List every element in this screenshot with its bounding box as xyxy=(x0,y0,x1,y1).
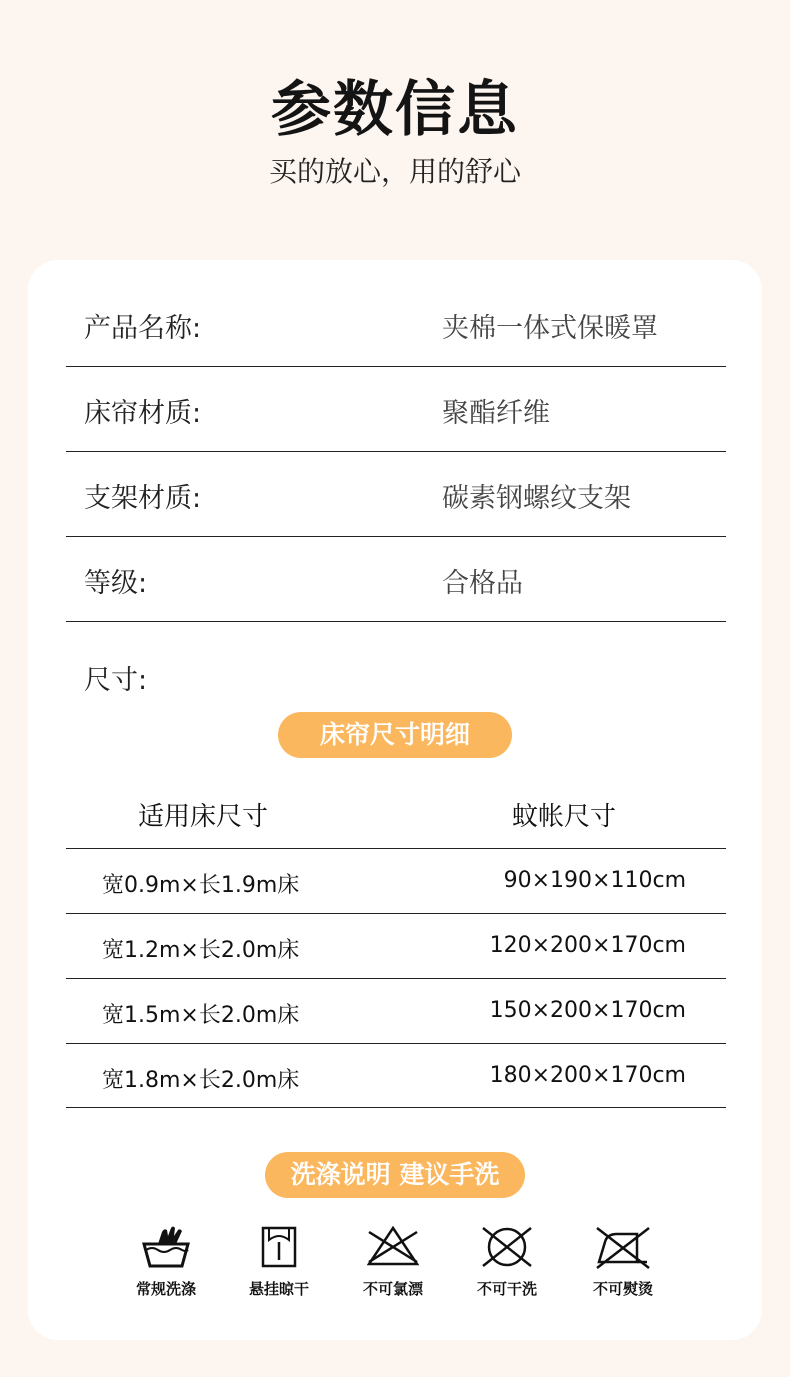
table-header-bed-size: 适用床尺寸 xyxy=(138,802,269,832)
no-bleach-icon xyxy=(338,1222,448,1272)
bed-size-cell: 宽0.9m×长1.9m床 xyxy=(102,873,300,898)
bed-size-cell: 宽1.5m×长2.0m床 xyxy=(102,1003,300,1028)
table-row xyxy=(66,848,726,913)
care-item-no-bleach xyxy=(338,1222,448,1299)
table-row xyxy=(66,913,726,978)
spec-value: 夹棉一体式保暖罩 xyxy=(442,313,658,344)
wash-instructions-badge: 洗涤说明 建议手洗 xyxy=(265,1152,525,1198)
care-item-no-dry-clean xyxy=(452,1222,562,1299)
spec-label: 床帘材质: xyxy=(84,398,202,429)
spec-value: 聚酯纤维 xyxy=(442,398,550,429)
no-dry-clean-icon xyxy=(452,1222,562,1272)
spec-row-frame-material xyxy=(66,452,726,537)
net-size-cell: 90×190×110cm xyxy=(503,868,686,893)
care-label: 常规洗涤 xyxy=(135,1280,196,1298)
table-header-net-size: 蚊帐尺寸 xyxy=(512,802,617,832)
table-row xyxy=(66,1043,726,1108)
spec-card xyxy=(28,260,762,1340)
bed-size-cell: 宽1.2m×长2.0m床 xyxy=(102,938,300,963)
care-label: 不可干洗 xyxy=(476,1280,537,1298)
spec-row-grade xyxy=(66,537,726,622)
net-size-cell: 150×200×170cm xyxy=(489,998,686,1023)
bed-size-cell: 宽1.8m×长2.0m床 xyxy=(102,1068,300,1093)
care-item-no-iron xyxy=(568,1222,678,1299)
spec-label: 产品名称: xyxy=(84,313,202,344)
spec-label: 支架材质: xyxy=(84,483,202,514)
page-title: 参数信息 xyxy=(271,75,519,145)
spec-row-curtain-material xyxy=(66,367,726,452)
spec-row-product-name xyxy=(66,282,726,367)
care-label: 不可氯漂 xyxy=(362,1280,423,1298)
table-row xyxy=(66,978,726,1043)
net-size-cell: 180×200×170cm xyxy=(489,1063,686,1088)
page-subtitle: 买的放心，用的舒心 xyxy=(268,155,521,188)
hang-dry-icon xyxy=(224,1222,334,1272)
care-label: 悬挂晾干 xyxy=(248,1280,309,1298)
care-item-hang-dry xyxy=(224,1222,334,1299)
size-detail-badge: 床帘尺寸明细 xyxy=(278,712,512,758)
hand-wash-icon xyxy=(111,1222,221,1272)
spec-label: 等级: xyxy=(84,568,148,599)
spec-value: 碳素钢螺纹支架 xyxy=(442,483,631,514)
care-item-hand-wash xyxy=(111,1222,221,1299)
size-label: 尺寸: xyxy=(84,665,148,696)
net-size-cell: 120×200×170cm xyxy=(489,933,686,958)
spec-value: 合格品 xyxy=(442,568,523,599)
care-label: 不可熨烫 xyxy=(592,1280,653,1298)
no-iron-icon xyxy=(568,1222,678,1272)
